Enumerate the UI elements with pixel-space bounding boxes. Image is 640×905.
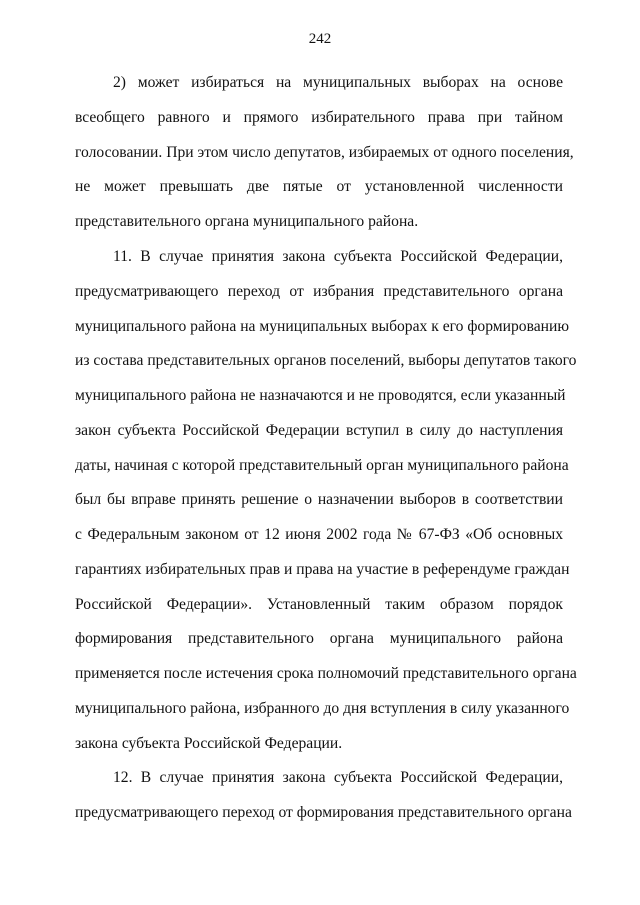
paragraph-11-line-5: муниципального района не назначаются и не проводятся, если указанный <box>75 387 566 404</box>
paragraph-11-line-6: закон субъекта Российской Федерации вступил в силу до наступления <box>75 422 563 439</box>
paragraph-11-line-4: из состава представительных органов поселений, выборы депутатов такого <box>75 352 577 369</box>
paragraph-11-line-13: применяется после истечения срока полномочий представительного органа <box>75 665 577 682</box>
paragraph-11-line-8: был бы вправе принять решение о назначении выборов в соответствии <box>75 491 563 508</box>
paragraph-2-line-1: 2) может избираться на муниципальных выборах на основе <box>113 74 563 91</box>
paragraph-11-line-1: 11. В случае принятия закона субъекта Российской Федерации, <box>113 248 563 265</box>
paragraph-11-line-9: с Федеральным законом от 12 июня 2002 года № 67-ФЗ «Об основных <box>75 526 563 543</box>
paragraph-11-line-7: даты, начиная с которой представительный орган муниципального района <box>75 457 569 474</box>
paragraph-11-line-11: Российской Федерации». Установленный таким образом порядок <box>75 596 563 613</box>
paragraph-11-line-10: гарантиях избирательных прав и права на участие в референдуме граждан <box>75 561 570 578</box>
paragraph-11-line-14: муниципального района, избранного до дня вступления в силу указанного <box>75 700 570 717</box>
paragraph-12-line-1: 12. В случае принятия закона субъекта Российской Федерации, <box>113 769 563 786</box>
page-number: 242 <box>308 31 332 47</box>
paragraph-11-line-12: формирования представительного органа муниципального района <box>75 630 563 647</box>
paragraph-11-line-3: муниципального района на муниципальных выборах к его формированию <box>75 318 570 335</box>
paragraph-2-line-3: голосовании. При этом число депутатов, избираемых от одного поселения, <box>75 144 574 161</box>
paragraph-2-line-2: всеобщего равного и прямого избирательного права при тайном <box>75 109 563 126</box>
paragraph-2-line-5: представительного органа муниципального района. <box>75 213 419 230</box>
paragraph-2-line-4: не может превышать две пятые от установленной численности <box>75 178 563 195</box>
paragraph-11-line-2: предусматривающего переход от избрания представительного органа <box>75 283 563 300</box>
paragraph-11-line-15: закона субъекта Российской Федерации. <box>75 735 343 752</box>
paragraph-12-line-2: предусматривающего переход от формирования представительного органа <box>75 804 572 821</box>
